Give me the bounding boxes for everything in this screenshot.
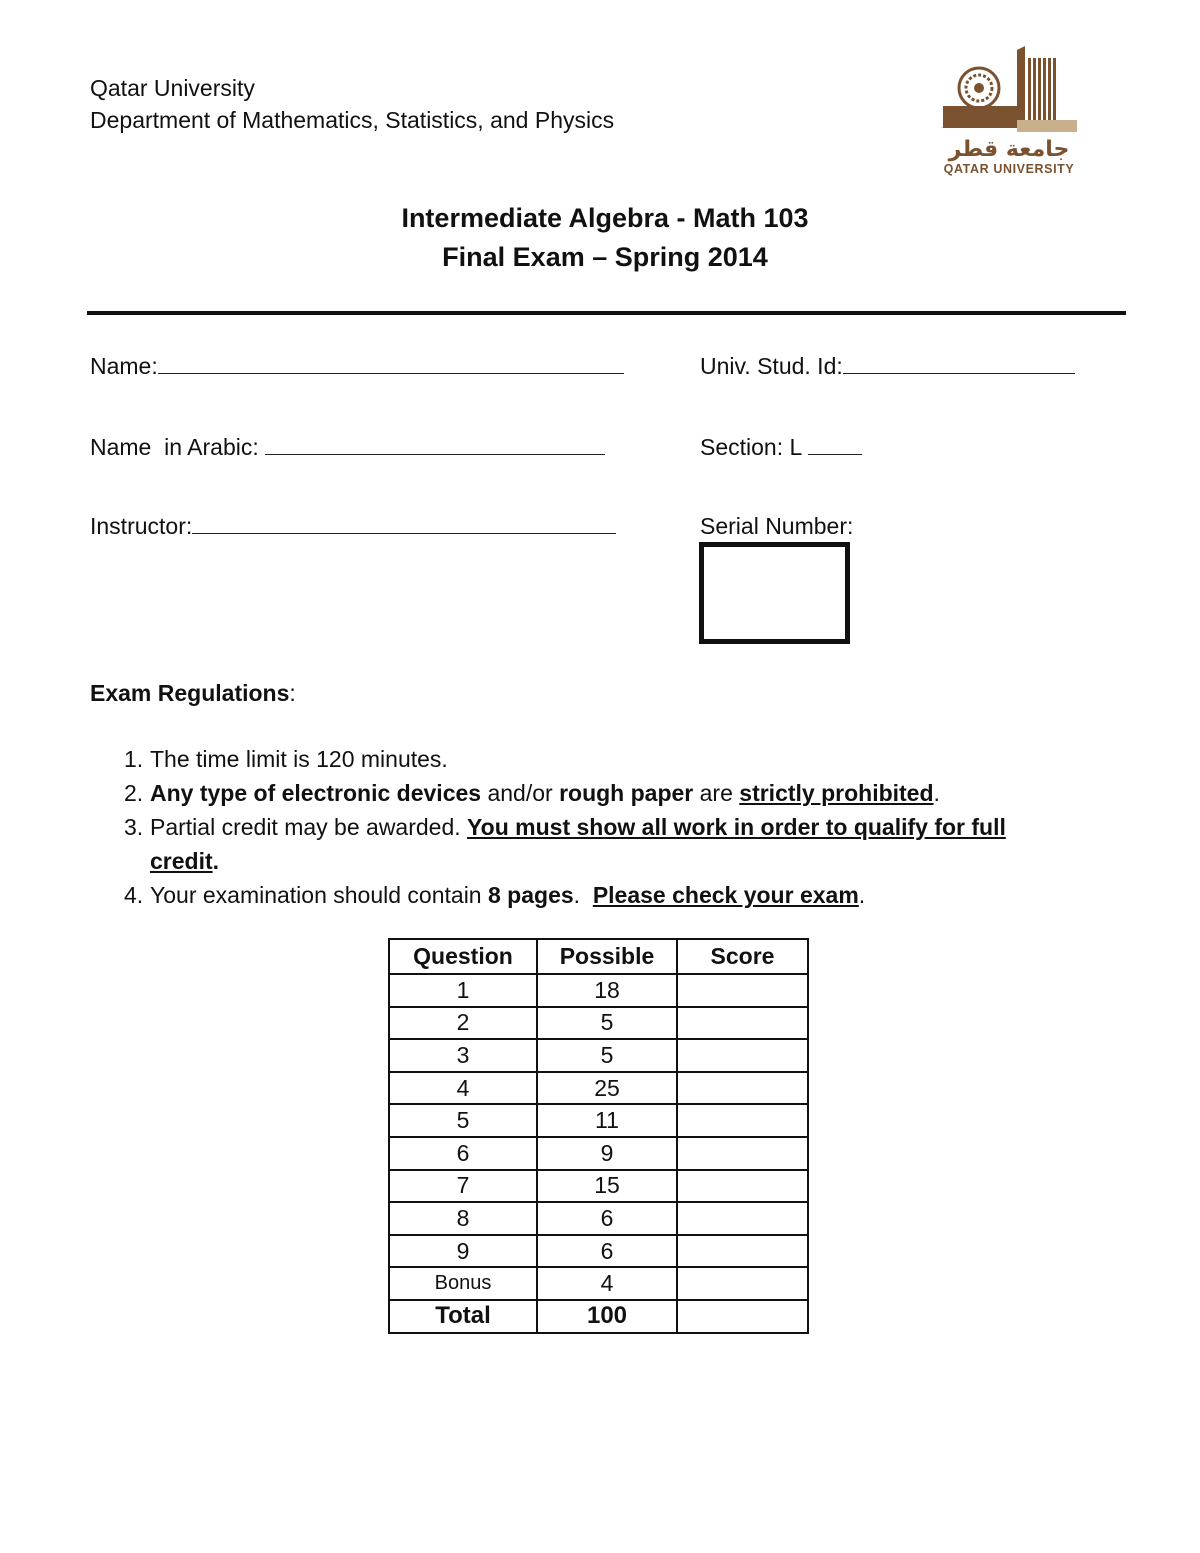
possible-cell: 5 — [537, 1039, 677, 1072]
score-cell[interactable] — [677, 1267, 808, 1300]
table-row — [389, 1267, 808, 1300]
score-cell[interactable] — [677, 974, 808, 1007]
item-number: 3. — [124, 814, 144, 840]
section-blank[interactable] — [808, 454, 862, 455]
score-cell[interactable] — [677, 1202, 808, 1235]
serial-number-label: Serial Number: — [700, 513, 854, 539]
section-field[interactable] — [700, 436, 862, 459]
score-cell[interactable] — [677, 1104, 808, 1137]
arabic-name-field[interactable] — [90, 436, 605, 459]
question-cell: 3 — [389, 1039, 537, 1072]
question-cell: Total — [389, 1300, 537, 1333]
item-text: . — [573, 882, 593, 908]
question-cell: 4 — [389, 1072, 537, 1105]
table-row — [389, 1072, 808, 1105]
total-row — [389, 1300, 808, 1333]
table-row — [389, 1039, 808, 1072]
department-name: Department of Mathematics, Statistics, and Physics — [90, 107, 615, 133]
item-text-emphasis: Please check your exam — [592, 882, 859, 908]
item-number: 4. — [124, 882, 144, 908]
score-cell[interactable] — [677, 1235, 808, 1268]
section-label: Section: L — [700, 434, 808, 460]
possible-cell: 6 — [537, 1235, 677, 1268]
question-cell: 1 — [389, 974, 537, 1007]
score-cell[interactable] — [677, 1072, 808, 1105]
regulations-list — [124, 742, 1044, 912]
table-row — [389, 974, 808, 1007]
item-text-bold: 8 pages — [488, 882, 574, 908]
table-row — [389, 1170, 808, 1203]
item-text: and/or — [481, 780, 560, 806]
regulations-heading-text: Exam Regulations — [90, 680, 290, 706]
arabic-name-blank[interactable] — [265, 454, 605, 455]
column-header-question: Question — [389, 939, 537, 974]
table-row — [389, 1104, 808, 1137]
item-text: Partial credit may be awarded. — [150, 814, 468, 840]
score-cell[interactable] — [677, 1039, 808, 1072]
question-cell: 9 — [389, 1235, 537, 1268]
question-cell: 6 — [389, 1137, 537, 1170]
possible-cell: 15 — [537, 1170, 677, 1203]
serial-number-box[interactable] — [699, 542, 850, 644]
possible-cell: 9 — [537, 1137, 677, 1170]
student-id-blank[interactable] — [843, 373, 1075, 374]
possible-cell: 18 — [537, 974, 677, 1007]
table-header-row — [389, 939, 808, 974]
student-id-label: Univ. Stud. Id: — [700, 353, 843, 379]
exam-subtitle: Final Exam – Spring 2014 — [442, 242, 768, 272]
score-table-body — [389, 974, 808, 1333]
instructor-blank[interactable] — [192, 533, 616, 534]
item-number: 2. — [124, 780, 144, 806]
possible-cell: 25 — [537, 1072, 677, 1105]
header-divider — [87, 311, 1126, 315]
logo-text: QATAR UNIVERSITY — [943, 162, 1075, 176]
regulation-item — [124, 776, 1044, 810]
item-text: Your examination should contain — [150, 882, 488, 908]
possible-cell: 5 — [537, 1007, 677, 1040]
question-cell: Bonus — [389, 1267, 537, 1300]
instructor-field[interactable] — [90, 515, 616, 538]
score-cell[interactable] — [677, 1170, 808, 1203]
item-text: The time limit is 120 minutes. — [150, 746, 448, 772]
table-row — [389, 1007, 808, 1040]
item-text-bold: Any type of electronic devices — [150, 780, 482, 806]
name-blank[interactable] — [158, 373, 624, 374]
question-cell: 7 — [389, 1170, 537, 1203]
table-row — [389, 1235, 808, 1268]
item-text-bold: rough paper — [559, 780, 694, 806]
question-cell: 2 — [389, 1007, 537, 1040]
arabic-name-label: Name in Arabic: — [90, 434, 266, 460]
qatar-university-logo — [935, 42, 1081, 178]
item-text: . — [933, 780, 940, 806]
item-text: are — [693, 780, 740, 806]
university-name: Qatar University — [90, 75, 255, 101]
question-cell: 8 — [389, 1202, 537, 1235]
student-id-field[interactable] — [700, 355, 1075, 378]
item-number: 1. — [124, 746, 144, 772]
regulation-item — [124, 878, 1044, 912]
regulations-heading — [90, 682, 296, 705]
column-header-score: Score — [677, 939, 808, 974]
regulation-item — [124, 810, 1044, 878]
score-cell[interactable] — [677, 1137, 808, 1170]
regulations-heading-colon: : — [289, 680, 296, 706]
possible-cell: 11 — [537, 1104, 677, 1137]
item-text-emphasis: strictly prohibited — [739, 780, 934, 806]
score-cell[interactable] — [677, 1300, 808, 1333]
name-field[interactable] — [90, 355, 624, 378]
name-label: Name: — [90, 353, 158, 379]
regulation-item — [124, 742, 1044, 776]
table-row — [389, 1202, 808, 1235]
table-row — [389, 1137, 808, 1170]
logo-arabic-text: جامعة قطر — [948, 137, 1070, 162]
possible-cell: 6 — [537, 1202, 677, 1235]
possible-cell: 4 — [537, 1267, 677, 1300]
column-header-possible: Possible — [537, 939, 677, 974]
score-table — [388, 938, 809, 1334]
instructor-label: Instructor: — [90, 513, 193, 539]
logo-emblem-icon — [935, 42, 1081, 178]
item-text: . — [858, 882, 866, 908]
question-cell: 5 — [389, 1104, 537, 1137]
item-text-emphasis: You must show all work in order to qualify for full credit — [150, 814, 1006, 874]
score-cell[interactable] — [677, 1007, 808, 1040]
exam-title: Intermediate Algebra - Math 103 — [401, 203, 809, 233]
item-text-bold: . — [212, 848, 220, 874]
possible-cell: 100 — [537, 1300, 677, 1333]
